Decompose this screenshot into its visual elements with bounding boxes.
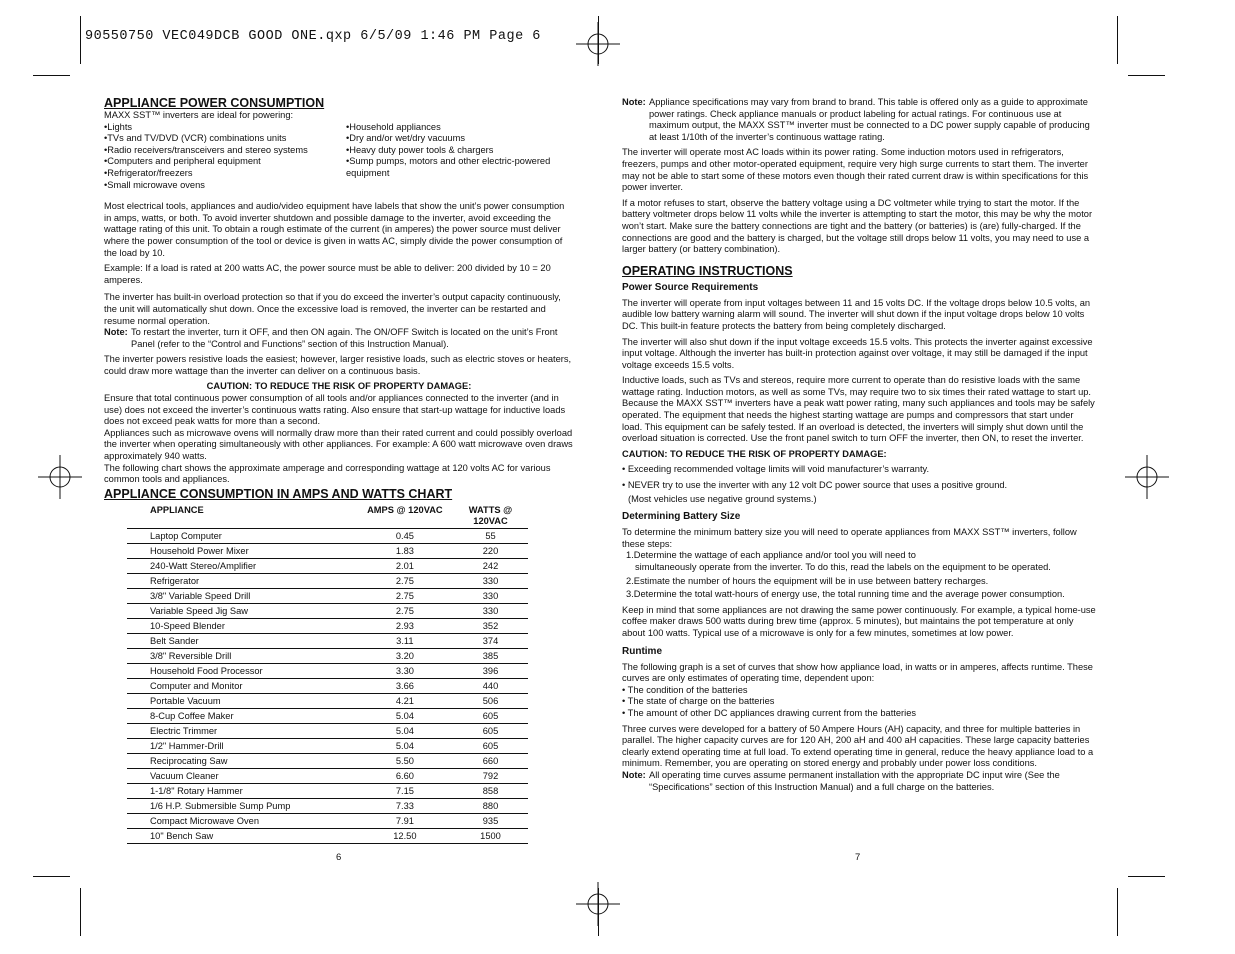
step-item: 3.Determine the total watt-hours of energy use, the total running time and the average power consumption. [626, 589, 1065, 600]
note-text: To restart the inverter, turn it OFF, and then ON again. The ON/OFF Switch is located on the unit’s Front Panel (refer to the “Control and Functions” section of this Instruction Manual). [131, 327, 558, 349]
paragraph: The inverter will operate most AC loads within its power rating. Some induction motors used in refrigerators, freezers, pumps and other motor-operated equipment, require very high surge currents to start them. The inverter may not be able to start some of these motors even though their rated current draw is within specifications for this power inverter. [622, 147, 1089, 193]
paragraph: The following graph is a set of curves that show how appliance load, in watts or in amperes, affects runtime. These curves are only estimates of operating time, dependent upon: [622, 661, 1093, 684]
table-row [127, 829, 528, 844]
crop-mark [1117, 16, 1118, 64]
cell-amps: 2.75 [291, 604, 453, 619]
cell-amps: 5.04 [291, 709, 453, 724]
cell-watts: 330 [453, 589, 528, 604]
table-row [127, 724, 528, 739]
paragraph: Ensure that total continuous power consumption of all tools and/or appliances connected to the inverter (and in use) does not exceed the inverter’s continuous watts rating. Also ensure that start-up wattage for inductive loads does not exceed peak watts for more than a second. [104, 393, 566, 427]
appliance-list [104, 122, 574, 192]
list-item: •Heavy duty power tools & chargers [346, 144, 494, 155]
cell-appliance: 10" Bench Saw [127, 829, 291, 844]
table-row [127, 604, 528, 619]
cell-amps: 7.91 [291, 814, 453, 829]
table-row [127, 739, 528, 754]
cell-appliance: 3/8" Variable Speed Drill [127, 589, 291, 604]
crop-mark [1128, 876, 1165, 877]
cell-amps: 2.93 [291, 619, 453, 634]
crop-mark [80, 888, 81, 936]
list-item: •Dry and/or wet/dry vacuums [346, 133, 465, 144]
cell-amps: 7.15 [291, 784, 453, 799]
paragraph: The inverter will also shut down if the input voltage exceeds 15.5 volts. This protects the inverter against excessive input voltage. Although the inverter has built-in protection against over voltage, it may still be damaged if the input voltage exceeds 15.5 volts. [622, 336, 1093, 370]
note-label: Note: [622, 97, 646, 107]
list-item: •Sump pumps, motors and other electric-powered equipment [346, 156, 551, 178]
cell-amps: 2.01 [291, 559, 453, 574]
cell-watts: 605 [453, 709, 528, 724]
table-row [127, 544, 528, 559]
cell-watts: 440 [453, 679, 528, 694]
cell-appliance: Household Food Processor [127, 664, 291, 679]
table-row [127, 574, 528, 589]
paragraph: Appliances such as microwave ovens will normally draw more than their rated current and could possibly overload the inverter when operating simultaneously with other appliances. For example: A 600 watt microwave oven draws approximately 940 watts. [104, 427, 573, 462]
cell-watts: 55 [453, 529, 528, 544]
step-item: 1.Determine the wattage of each appliance and/or tool you will need to [626, 550, 916, 561]
crop-mark [1117, 888, 1118, 936]
crop-mark [33, 75, 70, 76]
subheading: Power Source Requirements [622, 281, 759, 293]
cell-amps: 12.50 [291, 829, 453, 844]
table-row [127, 649, 528, 664]
cell-appliance: 8-Cup Coffee Maker [127, 709, 291, 724]
subheading: Determining Battery Size [622, 511, 741, 523]
bullet-item: (Most vehicles use negative ground systems.) [628, 493, 817, 504]
cell-amps: 3.11 [291, 634, 453, 649]
crop-mark [1128, 75, 1165, 76]
cell-watts: 935 [453, 814, 528, 829]
subheading: Runtime [622, 645, 662, 657]
step-item: simultaneously operate from the inverter. To do this, read the labels on the equipment to be operated. [635, 562, 1051, 572]
note [104, 327, 574, 350]
paragraph: Keep in mind that some appliances are not drawing the same power continuously. For example, a typical home-use coffee maker draws 500 watts during brew time (approx. 5 minutes), but maintains the pot temperature at only about 100 watts. Typical use of a microwave is only for a few minutes, sometimes at low power. [622, 604, 1096, 638]
note-label: Note: [104, 327, 128, 338]
list-item: •Household appliances [346, 121, 441, 132]
list-item: •Lights [104, 121, 133, 132]
cell-amps: 7.33 [291, 799, 453, 814]
cell-appliance: Compact Microwave Oven [127, 814, 291, 829]
cell-appliance: Reciprocating Saw [127, 754, 291, 769]
table-row [127, 799, 528, 814]
cell-amps: 1.83 [291, 544, 453, 559]
table-row [127, 694, 528, 709]
table-row [127, 559, 528, 574]
cell-appliance: Computer and Monitor [127, 679, 291, 694]
cell-watts: 374 [453, 634, 528, 649]
cell-appliance: Laptop Computer [127, 529, 291, 544]
paragraph: The inverter will operate from input voltages between 11 and 15 volts DC. If the voltage drops below 10.5 volts, an audible low battery warning alarm will sound. The inverter will shut down if the input voltage drops below 10 volts DC. This built-in feature protects the battery from being completely discharged. [622, 297, 1091, 331]
print-slug: 90550750 VEC049DCB GOOD ONE.qxp 6/5/09 1:46 PM Page 6 [85, 29, 541, 44]
cell-amps: 3.20 [291, 649, 453, 664]
bullet-item: • The state of charge on the batteries [622, 696, 775, 707]
cell-watts: 506 [453, 694, 528, 709]
cell-appliance: 3/8" Reversible Drill [127, 649, 291, 664]
paragraph: Inductive loads, such as TVs and stereos, require more current to operate than do resistive loads with the same wattage rating. Induction motors, as well as some TVs, may require two to six times their rated wattage to start up. Because the MAXX SST™ inverters have a peak watt power rating, many such appliances and tools may be safely operated. The equipment that needs the highest starting wattage are pumps and compressors that start under load. This equipment can be safely tested. If an overload is detected, the inverters will simply shut down until the overload situation is corrected. Use the front panel switch to turn OFF the inverter, then ON, to reset the inverter. [622, 375, 1095, 444]
table-row [127, 619, 528, 634]
bullet-item: • The condition of the batteries [622, 684, 748, 695]
table-row [127, 679, 528, 694]
paragraph: The following chart shows the approximate amperage and corresponding wattage at 120 volts AC for various common tools and appliances. [104, 462, 551, 485]
cell-appliance: Household Power Mixer [127, 544, 291, 559]
right-page-column [622, 97, 1096, 793]
paragraph: Example: If a load is rated at 200 watts AC, the power source must be able to deliver: 200 divided by 10 = 20 amperes. [104, 263, 551, 285]
cell-appliance: Electric Trimmer [127, 724, 291, 739]
list-item: •Computers and peripheral equipment [104, 156, 261, 167]
cell-appliance: Belt Sander [127, 634, 291, 649]
bullet-item: • The amount of other DC appliances drawing current from the batteries [622, 707, 917, 718]
section-title: OPERATING INSTRUCTIONS [622, 263, 793, 278]
cell-watts: 385 [453, 649, 528, 664]
cell-watts: 605 [453, 724, 528, 739]
cell-appliance: Variable Speed Jig Saw [127, 604, 291, 619]
list-item: •Refrigerator/freezers [104, 167, 193, 178]
list-item: •Small microwave ovens [104, 179, 205, 190]
registration-mark [38, 455, 82, 499]
page-number: 7 [855, 852, 861, 863]
cell-appliance: 1/2" Hammer-Drill [127, 739, 291, 754]
appliance-list-col1 [104, 122, 346, 192]
step-item: 2.Estimate the number of hours the equipment will be in use between battery recharges. [626, 575, 989, 586]
cell-amps: 6.60 [291, 769, 453, 784]
registration-mark [576, 882, 620, 926]
cell-amps: 2.75 [291, 589, 453, 604]
cell-watts: 858 [453, 784, 528, 799]
left-page-column [104, 96, 574, 501]
cell-amps: 5.50 [291, 754, 453, 769]
column-header-amps: AMPS @ 120VAC [291, 505, 453, 529]
table-header-row [127, 505, 528, 529]
table-row [127, 529, 528, 544]
table-row [127, 754, 528, 769]
list-item: •TVs and TV/DVD (VCR) combinations units [104, 133, 287, 144]
paragraph: The inverter powers resistive loads the easiest; however, larger resistive loads, such as electric stoves or heaters, could draw more wattage than the inverter can deliver on a continuous basis. [104, 354, 572, 376]
cell-appliance: Vacuum Cleaner [127, 769, 291, 784]
cell-amps: 0.45 [291, 529, 453, 544]
cell-appliance: Portable Vacuum [127, 694, 291, 709]
cell-appliance: 1-1/8" Rotary Hammer [127, 784, 291, 799]
appliance-list-col2 [346, 122, 574, 192]
column-header-watts: WATTS @ 120VAC [453, 505, 528, 529]
table-row [127, 589, 528, 604]
caution-heading: CAUTION: TO REDUCE THE RISK OF PROPERTY DAMAGE: [206, 381, 472, 392]
note [622, 97, 1096, 143]
cell-watts: 1500 [453, 829, 528, 844]
bullet-item: • Exceeding recommended voltage limits will void manufacturer’s warranty. [622, 464, 930, 475]
cell-watts: 880 [453, 799, 528, 814]
table-row [127, 814, 528, 829]
crop-mark [33, 876, 70, 877]
bullet-item: • NEVER try to use the inverter with any 12 volt DC power source that uses a positive ground. [622, 480, 1008, 491]
intro-text: MAXX SST™ inverters are ideal for powering: [104, 110, 294, 120]
list-item: •Radio receivers/transceivers and stereo systems [104, 144, 308, 155]
cell-amps: 2.75 [291, 574, 453, 589]
crop-mark [80, 16, 81, 64]
table-row [127, 664, 528, 679]
consumption-table [127, 505, 528, 844]
cell-appliance: Refrigerator [127, 574, 291, 589]
caution-heading: CAUTION: TO REDUCE THE RISK OF PROPERTY DAMAGE: [622, 448, 887, 459]
page-number: 6 [336, 852, 342, 863]
cell-watts: 660 [453, 754, 528, 769]
cell-watts: 792 [453, 769, 528, 784]
cell-amps: 3.30 [291, 664, 453, 679]
cell-watts: 330 [453, 604, 528, 619]
registration-mark [576, 22, 620, 66]
table-row [127, 769, 528, 784]
cell-watts: 352 [453, 619, 528, 634]
paragraph: To determine the minimum battery size you will need to operate appliances from MAXX SST™ inverters, follow these steps: [622, 527, 1077, 549]
column-header-appliance: APPLIANCE [127, 505, 291, 529]
paragraph: Most electrical tools, appliances and audio/video equipment have labels that show the unit’s power consumption in amps, watts, or both. To avoid inverter shutdown and possible damage to the inverter, avoid exceeding the wattage rating of this unit. To obtain a rough estimate of the current (in amperes) the power source must deliver where the power consumption of the tool or device is given in watts AC, simply divide the power consumption of the load by 10. [104, 201, 565, 258]
cell-watts: 242 [453, 559, 528, 574]
cell-amps: 5.04 [291, 724, 453, 739]
cell-watts: 330 [453, 574, 528, 589]
cell-appliance: 10-Speed Blender [127, 619, 291, 634]
table-body [127, 529, 528, 844]
section-title: APPLIANCE POWER CONSUMPTION [104, 96, 325, 110]
cell-appliance: 240-Watt Stereo/Amplifier [127, 559, 291, 574]
cell-amps: 3.66 [291, 679, 453, 694]
table-row [127, 634, 528, 649]
cell-watts: 396 [453, 664, 528, 679]
paragraph: Three curves were developed for a battery of 50 Ampere Hours (AH) capacity, and three for multiple batteries in parallel. The higher capacity curves are for 120 AH, 200 aH and 400 aH capacities. These large capacity batteries clearly extend operating time at full load. To extend operating time in general, reduce the heavy appliance load to a minimum. Remember, you are operating on stored energy and probably under power loss conditions. [622, 723, 1094, 769]
cell-amps: 4.21 [291, 694, 453, 709]
cell-watts: 220 [453, 544, 528, 559]
paragraph: If a motor refuses to start, observe the battery voltage using a DC voltmeter while trying to start the motor. If the battery voltmeter drops below 11 volts while the inverter is attempting to start the motor, this may be why the motor won’t start. Make sure the battery connections are tight and the battery (or batteries) is (are) fully-charged. If the connections are good and the battery is charged, but the voltage still drops below 11 volts, you may need to use a larger battery (or battery combination). [622, 197, 1093, 255]
cell-appliance: 1/6 H.P. Submersible Sump Pump [127, 799, 291, 814]
note-label: Note: [622, 769, 646, 780]
note-text: Appliance specifications may vary from brand to brand. This table is offered only as a guide to approximate power ratings. Check appliance manuals or product labeling for actual ratings. For continuous use at maximum output, the MAXX SST™ inverter must be connected to a DC power supply capable of producing at least 1/10th of the inverter’s continuous wattage rating. [649, 97, 1090, 142]
registration-mark [1125, 455, 1169, 499]
cell-amps: 5.04 [291, 739, 453, 754]
note-text: All operating time curves assume permanent installation with the appropriate DC input wire (See the “Specifications” section of this Instruction Manual) and a full charge on the batteries. [649, 769, 1060, 792]
note [622, 770, 1096, 793]
chart-title: APPLIANCE CONSUMPTION IN AMPS AND WATTS CHART [104, 486, 453, 501]
table-row [127, 709, 528, 724]
table-row [127, 784, 528, 799]
cell-watts: 605 [453, 739, 528, 754]
paragraph: The inverter has built-in overload protection so that if you do exceed the inverter’s output capacity continuously, the unit will automatically shut down. Once the excessive load is removed, the inverter can be restarted and resume normal operation. [104, 292, 561, 326]
